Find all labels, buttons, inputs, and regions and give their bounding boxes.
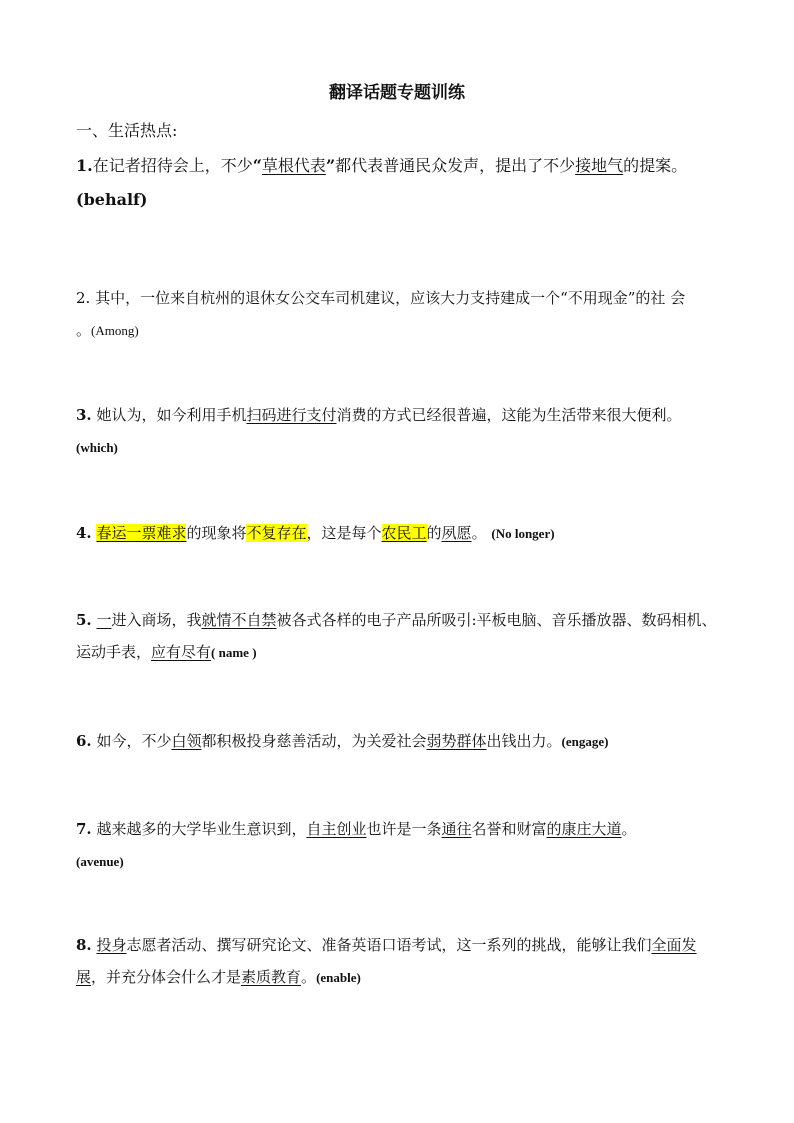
- keyword-hint: (Among): [91, 323, 139, 338]
- underlined-phrase: 素质教育: [241, 968, 302, 986]
- question-text: 名誉和财富: [471, 820, 547, 838]
- question-text: 都积极投身慈善活动，为关爱社会: [201, 732, 427, 750]
- question-text: 如今，不少: [96, 732, 172, 750]
- underlined-phrase: 投身: [96, 936, 127, 954]
- question-3: [76, 399, 724, 464]
- question-text: 在记者招待会上，不少: [92, 156, 253, 175]
- underlined-phrase: 一: [96, 611, 112, 629]
- question-text: 她认为，如今利用手机: [96, 406, 247, 424]
- question-number: 8.: [76, 936, 92, 954]
- question-text: ，这是每个: [306, 524, 382, 542]
- highlighted-phrase: 春运一票难求: [96, 524, 187, 542]
- question-text: 消费的方式已经很普遍，这能为生活带来很大便利。: [336, 406, 682, 424]
- keyword-hint: (engage): [561, 734, 609, 749]
- question-text: 进入商场，我: [111, 611, 202, 629]
- keyword-hint: (No longer): [491, 526, 555, 541]
- question-number: 7.: [76, 820, 92, 838]
- open-quote: “: [252, 156, 262, 175]
- question-text: 。: [471, 524, 487, 542]
- underlined-phrase: 接地气: [575, 156, 624, 175]
- question-text: 都代表普通民众发声，提出了不少: [335, 156, 576, 175]
- question-text: 。: [301, 968, 317, 986]
- question-text: 的提案。: [623, 156, 688, 175]
- underlined-phrase: 的康庄大道: [546, 820, 622, 838]
- question-text: 被各式各样的电子产品所吸引:平板电脑、音乐播放器、数码相机、运动手表，: [76, 611, 717, 661]
- underlined-phrase: 白领: [171, 732, 202, 750]
- question-4: [76, 517, 724, 550]
- page-title: 翻译话题专题训练: [329, 83, 465, 103]
- question-8: [76, 929, 724, 994]
- close-quote: ”: [325, 156, 336, 175]
- highlighted-phrase: 不复存在: [246, 524, 307, 542]
- question-1: [76, 149, 724, 217]
- section-heading: 一、生活热点:: [76, 121, 178, 140]
- question-text: ，并充分体会什么才是: [91, 968, 242, 986]
- question-number: 4.: [76, 524, 92, 542]
- underlined-phrase: 通往: [441, 820, 472, 838]
- underlined-phrase: 夙愿: [441, 524, 472, 542]
- keyword-hint: ( name ): [211, 645, 257, 660]
- underlined-phrase: 就情不自禁: [201, 611, 277, 629]
- keyword-hint: (enable): [316, 970, 361, 985]
- question-text: 越来越多的大学毕业生意识到，: [96, 820, 307, 838]
- highlighted-phrase: 农民工: [381, 524, 427, 542]
- question-number: 3.: [76, 406, 92, 424]
- question-2: [76, 282, 724, 347]
- question-text: 也许是一条: [366, 820, 442, 838]
- keyword-hint: (avenue): [76, 854, 124, 869]
- underlined-phrase: 扫码进行支付: [246, 406, 337, 424]
- underlined-phrase: 弱势群体: [426, 732, 487, 750]
- keyword-hint: (behalf): [76, 190, 148, 209]
- underlined-phrase: 草根代表: [261, 156, 326, 175]
- question-number: 1.: [76, 156, 93, 175]
- question-text: 。: [621, 820, 637, 838]
- question-text: 出钱出力。: [486, 732, 562, 750]
- question-text: 的现象将: [186, 524, 247, 542]
- question-number: 6.: [76, 732, 92, 750]
- question-text: 志愿者活动、撰写研究论文、准备英语口语考试，这一系列的挑战，能够让我们: [126, 936, 652, 954]
- underlined-phrase: 应有尽有: [151, 643, 212, 661]
- keyword-hint: (which): [76, 440, 118, 455]
- question-text: 。: [76, 321, 92, 339]
- question-text: 的: [426, 524, 442, 542]
- question-6: [76, 725, 724, 758]
- question-7: [76, 813, 724, 878]
- underlined-phrase: 自主创业: [306, 820, 367, 838]
- underlined-phrase: 全面发展: [76, 936, 697, 986]
- question-5: [76, 604, 724, 669]
- question-text: 2. 其中，一位来自杭州的退休女公交车司机建议，应该大力支持建成一个“不用现金”的社 会: [76, 289, 686, 307]
- question-number: 5.: [76, 611, 92, 629]
